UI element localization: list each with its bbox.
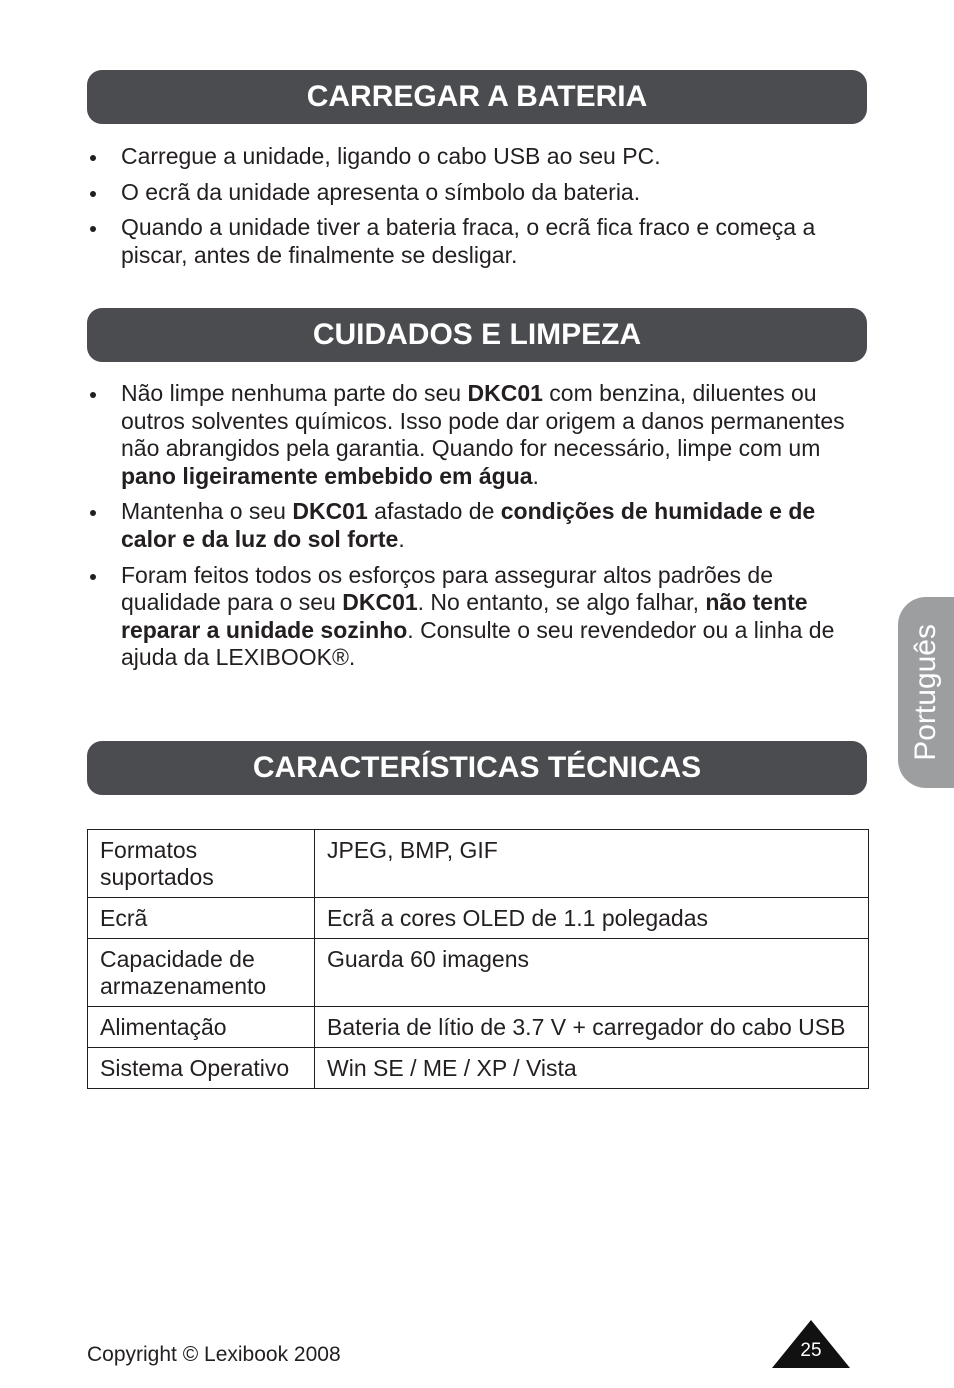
spec-value: Guarda 60 imagens — [315, 939, 869, 1007]
section-title: CARREGAR A BATERIA — [306, 80, 648, 113]
list-item — [87, 214, 860, 269]
language-label: Português — [909, 624, 942, 761]
spec-value: Ecrã a cores OLED de 1.1 polegadas — [315, 898, 869, 939]
table-row — [88, 939, 869, 1007]
table-row — [88, 830, 869, 898]
bullet-icon — [90, 510, 96, 516]
bullet-icon — [90, 155, 96, 161]
bullet-icon — [90, 191, 96, 197]
text-segment: afastado de — [367, 498, 501, 525]
bold-segment: não tente reparar a unidade sozinho — [121, 589, 808, 643]
spec-value: Bateria de lítio de 3.7 V + carregador do cabo USB — [315, 1007, 869, 1048]
spec-label: Alimentação — [88, 1007, 315, 1048]
text-segment: Foram feitos todos os esforços para assegurar altos padrões de qualidade para o seu — [121, 561, 774, 616]
item-text: O ecrã da unidade apresenta o símbolo da bateria. — [121, 178, 641, 205]
text-segment: . No entanto, se algo falhar, — [417, 589, 706, 616]
table-row — [88, 898, 869, 939]
bold-segment: pano ligeiramente embebido em água — [121, 462, 533, 489]
bold-segment: DKC01 — [342, 589, 418, 616]
bullet-icon — [90, 574, 96, 580]
language-side-tab — [898, 597, 954, 788]
text-segment: . — [398, 525, 405, 552]
text-segment: com benzina, diluentes ou outros solventes químicos. Isso pode dar origem a danos permanentes não abrangidos pela garantia. Quando for necessário, limpe com um — [121, 380, 845, 462]
list-item — [87, 380, 860, 490]
section-header-care — [87, 308, 867, 362]
text-segment: Não limpe nenhuma parte do seu — [121, 380, 468, 406]
spec-value: JPEG, BMP, GIF — [315, 830, 869, 898]
bold-segment: DKC01 — [292, 498, 368, 525]
section-title: CARACTERÍSTICAS TÉCNICAS — [252, 751, 702, 784]
spec-label: Ecrã — [88, 898, 315, 939]
section-header-battery — [87, 70, 867, 124]
specs-table — [87, 829, 869, 1089]
list-item — [87, 179, 860, 207]
list-item — [87, 562, 860, 672]
item-text: Quando a unidade tiver a bateria fraca, o ecrã fica fraco e começa a piscar, antes de finalmente se desligar. — [121, 214, 816, 268]
spec-value: Win SE / ME / XP / Vista — [315, 1048, 869, 1089]
list-item — [87, 498, 860, 553]
item-text: Carregue a unidade, ligando o cabo USB ao seu PC. — [121, 143, 661, 169]
section-header-specs — [87, 741, 867, 795]
bold-segment: condições de humidade e de calor e da luz do sol forte — [121, 498, 816, 552]
care-list — [87, 380, 860, 680]
text-segment: Mantenha o seu — [121, 498, 293, 525]
text-segment: . Consulte o seu revendedor ou a linha de ajuda da LEXIBOOK®. — [121, 616, 835, 671]
spec-label: Sistema Operativo — [88, 1048, 315, 1089]
spec-label: Formatos suportados — [88, 830, 315, 898]
text-segment: . — [532, 462, 539, 489]
bullet-icon — [90, 392, 96, 398]
page-number: 25 — [800, 1340, 822, 1361]
copyright-text: Copyright © Lexibook 2008 — [87, 1343, 341, 1366]
table-row — [88, 1007, 869, 1048]
section-title: CUIDADOS E LIMPEZA — [312, 318, 642, 351]
battery-list — [87, 143, 860, 277]
bullet-icon — [90, 226, 96, 232]
bold-segment: DKC01 — [467, 380, 543, 406]
table-row — [88, 1048, 869, 1089]
list-item — [87, 143, 860, 171]
spec-label: Capacidade de armazenamento — [88, 939, 315, 1007]
